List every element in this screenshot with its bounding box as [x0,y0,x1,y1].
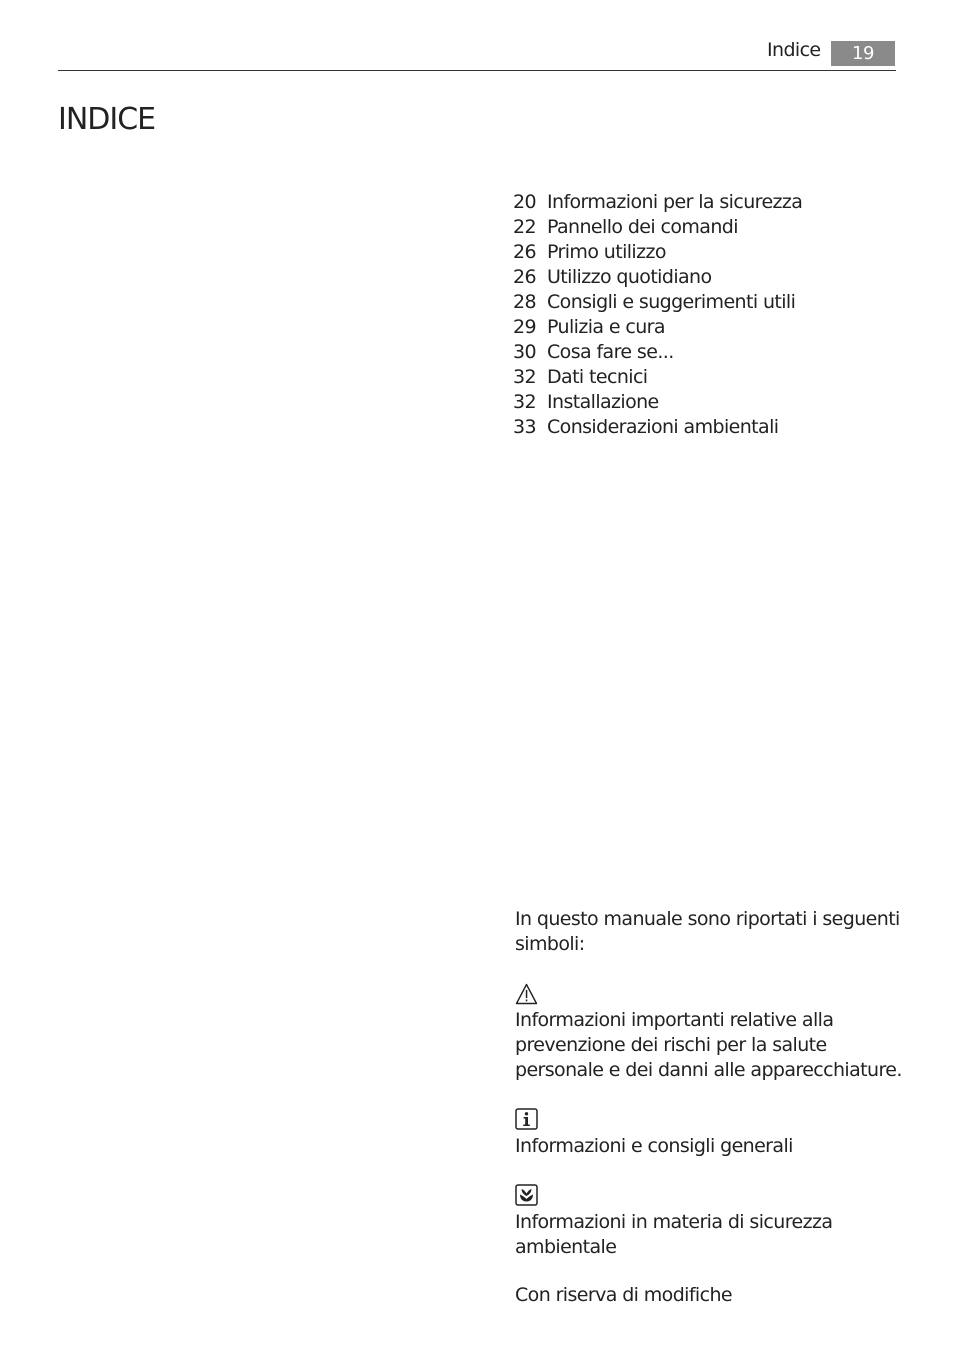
toc-item[interactable] [513,415,802,440]
toc-title: Consigli e suggerimenti utili [547,291,796,313]
info-description: Informazioni e consigli generali [515,1135,793,1157]
environment-leaf-icon [515,1184,538,1206]
header-section-label: Indice [767,39,821,61]
page-title: INDICE [58,102,156,137]
table-of-contents [513,190,802,440]
toc-item[interactable] [513,365,802,390]
toc-title: Pulizia e cura [547,316,665,338]
toc-item[interactable] [513,190,802,215]
toc-page-number: 30 [513,341,536,363]
toc-item[interactable] [513,265,802,290]
toc-page-number: 26 [513,241,536,263]
symbols-intro: In questo manuale sono riportati i seguenti simboli: [515,908,900,955]
environment-description: Informazioni in materia di sicurezza ambientale [515,1211,833,1258]
warning-triangle-icon [515,983,538,1005]
header-divider [58,70,896,71]
toc-page-number: 20 [513,191,536,213]
toc-item[interactable] [513,290,802,315]
toc-page-number: 22 [513,216,536,238]
toc-item[interactable] [513,215,802,240]
toc-title: Considerazioni ambientali [547,416,779,438]
toc-title: Dati tecnici [547,366,648,388]
toc-page-number: 32 [513,366,536,388]
toc-title: Pannello dei comandi [547,216,738,238]
toc-page-number: 29 [513,316,536,338]
toc-title: Utilizzo quotidiano [547,266,712,288]
toc-item[interactable] [513,240,802,265]
toc-title: Cosa fare se... [547,341,674,363]
footer-note: Con riserva di modifiche [515,1284,732,1306]
page-number-badge: 19 [831,41,895,66]
toc-title: Informazioni per la sicurezza [547,191,803,213]
toc-page-number: 26 [513,266,536,288]
toc-item[interactable] [513,315,802,340]
toc-title: Primo utilizzo [547,241,666,263]
toc-page-number: 33 [513,416,536,438]
toc-item[interactable] [513,390,802,415]
toc-page-number: 28 [513,291,536,313]
warning-description: Informazioni importanti relative alla prevenzione dei rischi per la salute personale e dei danni alle apparecchiature. [515,1009,902,1081]
info-icon [515,1108,538,1130]
toc-title: Installazione [547,391,659,413]
toc-item[interactable] [513,340,802,365]
toc-page-number: 32 [513,391,536,413]
